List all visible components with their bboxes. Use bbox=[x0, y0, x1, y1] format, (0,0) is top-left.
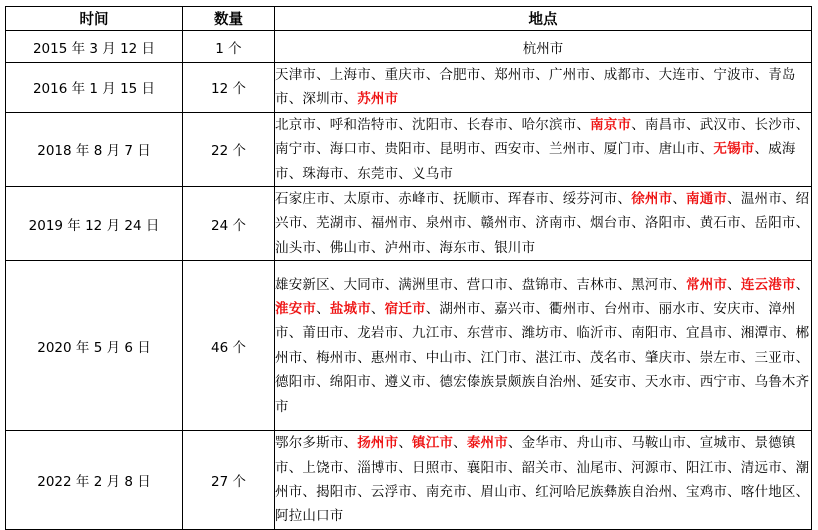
city-list-text: 、 bbox=[316, 300, 330, 317]
city-list-text: 鄂尔多斯市、 bbox=[275, 435, 358, 452]
row-places bbox=[275, 112, 812, 186]
row-places bbox=[275, 63, 812, 113]
city-list-text: 、 bbox=[370, 300, 385, 317]
row-places bbox=[275, 31, 812, 63]
city-list-text: 、 bbox=[727, 276, 741, 293]
city-list-text: 、南昌市、武汉市、长沙市、南宁市、海口市、贵阳市、昆明市、西安市、兰州市、厦门市、唐山市、 bbox=[275, 116, 810, 158]
table-row bbox=[6, 112, 812, 186]
city-list-text: 石家庄市、太原市、赤峰市、抚顺市、珲春市、绥芬河市、 bbox=[275, 191, 632, 208]
row-date: 2018 年 8 月 7 日 bbox=[6, 112, 183, 186]
city-list-text: 、温州市、绍兴市、芜湖市、福州市、泉州市、赣州市、济南市、烟台市、洛阳市、黄石市、岳阳市、汕头市、佛山市、泸州市、海东市、银川市 bbox=[275, 191, 810, 256]
city-list-text: 、 bbox=[453, 435, 467, 452]
highlighted-city: 常州市 bbox=[686, 276, 728, 293]
row-count: 12 个 bbox=[183, 63, 275, 113]
city-list-text: 、 bbox=[672, 191, 687, 208]
row-count: 1 个 bbox=[183, 31, 275, 63]
highlighted-city: 苏州市 bbox=[357, 91, 399, 108]
row-date: 2016 年 1 月 15 日 bbox=[6, 63, 183, 113]
highlighted-city: 徐州市 bbox=[631, 191, 673, 208]
table-row bbox=[6, 261, 812, 431]
city-list-text: 天津市、上海市、重庆市、合肥市、郑州市、广州市、成都市、大连市、宁波市、青岛市、深圳市、 bbox=[275, 67, 796, 108]
header-count: 数量 bbox=[183, 7, 275, 31]
row-count: 46 个 bbox=[183, 261, 275, 431]
city-list-text: 、 bbox=[398, 435, 413, 452]
city-list-text: 、 bbox=[795, 276, 810, 293]
table-body bbox=[6, 31, 812, 530]
header-place: 地点 bbox=[275, 7, 812, 31]
row-places bbox=[275, 187, 812, 261]
highlighted-city: 无锡市 bbox=[713, 141, 755, 158]
row-count: 22 个 bbox=[183, 112, 275, 186]
city-list-text: 、威海市、珠海市、东莞市、义乌市 bbox=[275, 141, 796, 182]
table-row bbox=[6, 63, 812, 113]
highlighted-city: 南京市 bbox=[590, 116, 632, 133]
row-count: 27 个 bbox=[183, 431, 275, 530]
pilot-zone-table bbox=[5, 6, 812, 530]
row-places bbox=[275, 261, 812, 431]
city-list-text: 北京市、呼和浩特市、沈阳市、长春市、哈尔滨市、 bbox=[275, 116, 591, 133]
highlighted-city: 盐城市 bbox=[329, 300, 371, 317]
highlighted-city: 淮安市 bbox=[275, 300, 317, 317]
row-date: 2020 年 5 月 6 日 bbox=[6, 261, 183, 431]
table-row bbox=[6, 31, 812, 63]
table-row bbox=[6, 187, 812, 261]
city-list-text: 、湖州市、嘉兴市、衢州市、台州市、丽水市、安庆市、漳州市、莆田市、龙岩市、九江市、东营市、潍坊市、临沂市、南阳市、宜昌市、湘潭市、郴州市、梅州市、惠州市、中山市、江门市、湛江市、茂名市、肇庆市、崇左市、三亚市、德阳市、绵阳市、遵义市、德宏傣族景颇族自治州、延安市、天水市、西宁市、乌鲁木齐市 bbox=[275, 300, 810, 415]
highlighted-city: 镇江市 bbox=[412, 435, 454, 452]
city-list-text: 、金华市、舟山市、马鞍山市、宣城市、景德镇市、上饶市、淄博市、日照市、襄阳市、韶关市、汕尾市、河源市、阳江市、清远市、潮州市、揭阳市、云浮市、南充市、眉山市、红河哈尼族彝族自治州、宝鸡市、喀什地区、阿拉山口市 bbox=[275, 435, 810, 525]
highlighted-city: 宿迁市 bbox=[384, 300, 426, 317]
city-list-text: 杭州市 bbox=[522, 40, 564, 57]
row-count: 24 个 bbox=[183, 187, 275, 261]
highlighted-city: 扬州市 bbox=[357, 435, 399, 452]
row-date: 2019 年 12 月 24 日 bbox=[6, 187, 183, 261]
highlighted-city: 连云港市 bbox=[740, 276, 796, 293]
row-date: 2015 年 3 月 12 日 bbox=[6, 31, 183, 63]
row-date: 2022 年 2 月 8 日 bbox=[6, 431, 183, 530]
highlighted-city: 泰州市 bbox=[466, 435, 508, 452]
highlighted-city: 南通市 bbox=[686, 191, 728, 208]
header-time: 时间 bbox=[6, 7, 183, 31]
city-list-text: 雄安新区、大同市、满洲里市、营口市、盘锦市、吉林市、黑河市、 bbox=[275, 276, 686, 293]
header-row bbox=[6, 7, 812, 31]
